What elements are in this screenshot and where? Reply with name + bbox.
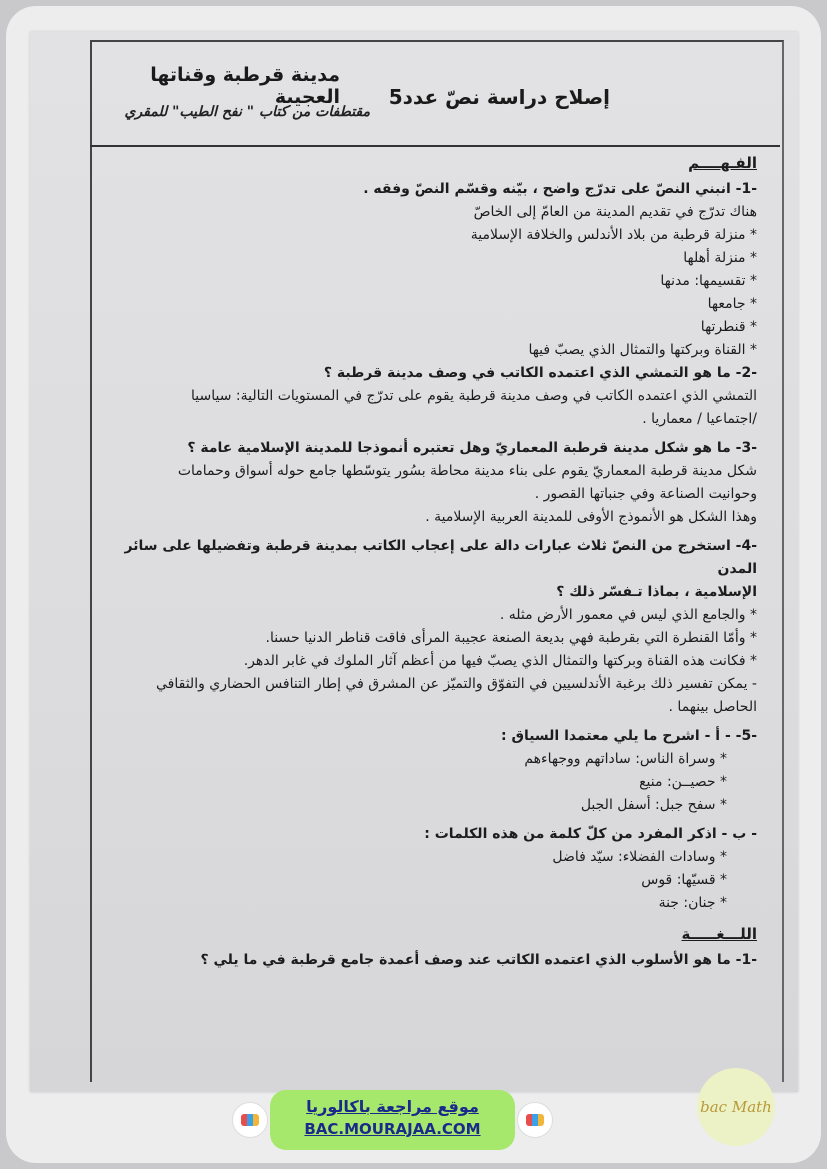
books-icon <box>241 1114 259 1126</box>
question-4: -4- استخرج من النصّ ثلاث عبارات دالة على إعجاب الكاتب بمدينة قرطبة وتفضيلها على سائر المدن <box>124 538 757 577</box>
answer-4-item: * وأمّا القنطرة التي بقرطبة فهي بديعة الصنعة عجيبة المرأى فاقت قناطر الدنيا حسنا. <box>265 630 757 646</box>
books-icon <box>526 1114 544 1126</box>
answer-4-explanation: الحاصل بينهما . <box>668 699 757 715</box>
site-logo-left <box>232 1102 268 1138</box>
language-question-1: -1- ما هو الأسلوب الذي اعتمده الكاتب عند وصف أعمدة جامع قرطبة في ما يلي ؟ <box>200 952 757 968</box>
question-2: -2- ما هو التمشي الذي اعتمده الكاتب في وصف مدينة قرطبة ؟ <box>323 365 757 381</box>
answer-1-item: * جامعها <box>707 296 757 312</box>
text-source: مقتطفات من كتاب " نفح الطيب" للمقري <box>124 104 370 120</box>
answer-5b-item: * وسادات الفضلاء: سيّد فاضل <box>552 849 727 865</box>
question-1: -1- انبني النصّ على تدرّج واضح ، بيّنه وقسّم النصّ وفقه . <box>363 181 757 197</box>
bac-math-badge <box>697 1068 775 1146</box>
answer-3-line: وحوانيت الصناعة وفي جنباتها القصور . <box>534 486 757 502</box>
question-4-cont: الإسلامية ، بماذا تـفسّر ذلك ؟ <box>556 584 757 600</box>
question-5b: - ب - اذكر المفرد من كلّ كلمة من هذه الكلمات : <box>424 826 757 842</box>
answer-4-item: * والجامع الذي ليس في معمور الأرض مثله . <box>499 607 757 623</box>
question-5a: -5- - أ - اشرح ما يلي معتمدا السياق : <box>500 728 757 744</box>
answer-5a-item: * حصيــن: منيع <box>639 774 727 790</box>
document-content <box>95 150 757 972</box>
section-comprehension-title: الفـهــــم <box>688 154 757 172</box>
text-title: مدينة قرطبة وقناتها العجيبة <box>150 64 340 108</box>
answer-5b-item: * جنان: جنة <box>658 895 727 911</box>
answer-5b-item: * قسيّها: قوس <box>641 872 727 888</box>
answer-5a-item: * وسراة الناس: ساداتهم ووجهاءهم <box>524 751 727 767</box>
answer-1-intro: هناك تدرّج في تقديم المدينة من العامّ إلى الخاصّ <box>473 204 757 220</box>
answer-1-item: * منزلة قرطبة من بلاد الأندلس والخلافة الإسلامية <box>470 227 757 243</box>
site-logo-right <box>517 1102 553 1138</box>
answer-3-line: وهذا الشكل هو الأنموذج الأوفى للمدينة العربية الإسلامية . <box>425 509 757 525</box>
answer-2-line: /اجتماعيا / معماريا . <box>642 411 757 427</box>
question-3: -3- ما هو شكل مدينة قرطبة المعماريّ وهل تعتبره أنموذجا للمدينة الإسلامية عامة ؟ <box>187 440 757 456</box>
site-name-arabic[interactable]: موقع مراجعة باكالوريا <box>306 1097 479 1116</box>
answer-4-item: * فكانت هذه القناة وبركتها والتمثال الذي يصبّ فيها من أعظم آثار الملوك في غابر الدهر. <box>243 653 757 669</box>
site-url[interactable]: BAC.MOURAJAA.COM <box>304 1120 481 1138</box>
badge-text: bac Math <box>700 1098 772 1116</box>
answer-1-item: * تقسيمها: مدنها <box>660 273 757 289</box>
answer-1-item: * منزلة أهلها <box>683 250 757 266</box>
site-banner[interactable] <box>270 1090 515 1150</box>
answer-4-explanation: - يمكن تفسير ذلك برغبة الأندلسيين في التفوّق والتميّز عن المشرق في إطار التنافس الحضاري والثقافي <box>156 676 757 692</box>
document-title: إصلاح دراسة نصّ عدد5 <box>388 85 610 109</box>
answer-2-line: التمشي الذي اعتمده الكاتب في وصف مدينة قرطبة يقوم على تدرّج في المستويات التالية: سياسيا <box>191 388 757 404</box>
section-language-title: اللـــغـــــة <box>681 925 757 943</box>
answer-1-item: * قنطرتها <box>700 319 757 335</box>
answer-5a-item: * سفح جبل: أسفل الجبل <box>580 797 727 813</box>
answer-1-item: * القناة وبركتها والتمثال الذي يصبّ فيها <box>528 342 757 358</box>
answer-3-line: شكل مدينة قرطبة المعماريّ يقوم على بناء مدينة محاطة بسُور يتوسّطها جامع حوله أسواق وحمامات <box>177 463 757 479</box>
